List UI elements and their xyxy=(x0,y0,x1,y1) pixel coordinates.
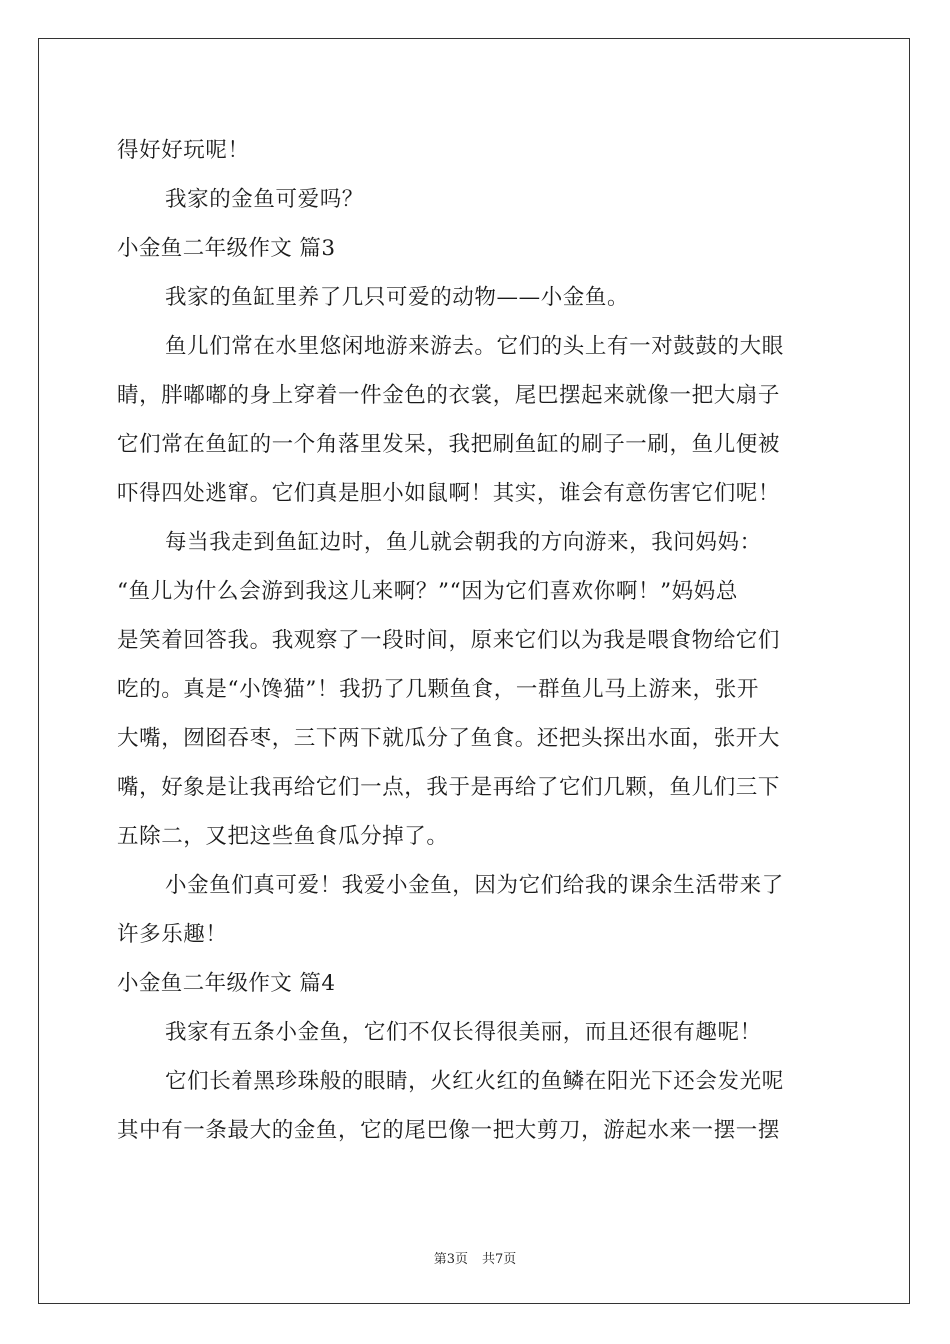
text-line: 它们常在鱼缸的一个角落里发呆，我把刷鱼缸的刷子一刷，鱼儿便被 xyxy=(117,432,781,457)
text-line: “鱼儿为什么会游到我这儿来啊？”“因为它们喜欢你啊！”妈妈总 xyxy=(117,579,738,604)
text-line: 嘴，好象是让我再给它们一点，我于是再给了它们几颗，鱼儿们三下 xyxy=(117,775,781,800)
page-footer xyxy=(0,1248,950,1267)
text-line: 我家的鱼缸里养了几只可爱的动物——小金鱼。 xyxy=(165,285,630,310)
text-line: 是笑着回答我。我观察了一段时间，原来它们以为我是喂食物给它们 xyxy=(117,628,781,653)
text-line: 鱼儿们常在水里悠闲地游来游去。它们的头上有一对鼓鼓的大眼 xyxy=(165,334,784,359)
section-heading: 小金鱼二年级作文 篇4 xyxy=(117,971,336,996)
text-line: 吓得四处逃窜。它们真是胆小如鼠啊！其实，谁会有意伤害它们呢！ xyxy=(117,481,781,506)
text-line: 我家有五条小金鱼，它们不仅长得很美丽，而且还很有趣呢！ xyxy=(165,1020,762,1045)
text-line: 吃的。真是“小馋猫”！我扔了几颗鱼食，一群鱼儿马上游来，张开 xyxy=(117,677,759,702)
text-line: 大嘴，囫囵吞枣，三下两下就瓜分了鱼食。还把头探出水面，张开大 xyxy=(117,726,781,751)
text-line: 许多乐趣！ xyxy=(117,922,228,947)
page-total: 共7页 xyxy=(482,1252,517,1267)
text-line: 它们长着黑珍珠般的眼睛，火红火红的鱼鳞在阳光下还会发光呢 xyxy=(165,1069,784,1094)
page-number: 第3页 xyxy=(433,1252,468,1267)
text-line: 我家的金鱼可爱吗？ xyxy=(165,187,364,212)
document-body xyxy=(117,126,837,1155)
text-line: 睛，胖嘟嘟的身上穿着一件金色的衣裳，尾巴摆起来就像一把大扇子 xyxy=(117,383,781,408)
text-line: 每当我走到鱼缸边时，鱼儿就会朝我的方向游来，我问妈妈： xyxy=(165,530,762,555)
text-line: 小金鱼们真可爱！我爱小金鱼，因为它们给我的课余生活带来了 xyxy=(165,873,784,898)
text-line: 得好好玩呢！ xyxy=(117,138,250,163)
text-line: 五除二，又把这些鱼食瓜分掉了。 xyxy=(117,824,449,849)
text-line: 其中有一条最大的金鱼，它的尾巴像一把大剪刀，游起水来一摆一摆 xyxy=(117,1118,781,1143)
section-heading: 小金鱼二年级作文 篇3 xyxy=(117,236,336,261)
